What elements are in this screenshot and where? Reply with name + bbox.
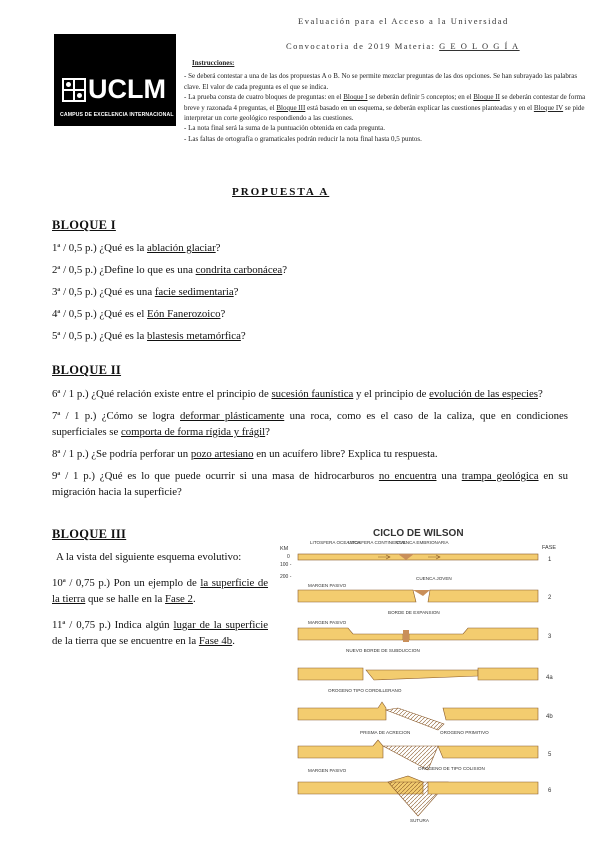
wilson-cycle-diagram: [278, 524, 578, 824]
label-margen-pasivo: MARGEN PASIVO: [308, 583, 347, 588]
instruction-bloque-2-link: Bloque II: [473, 93, 500, 102]
bloque-1-questions: [52, 240, 572, 344]
question-1: 1ª / 0,5 p.) ¿Qué es la ablación glaciar?: [52, 242, 221, 254]
diagram-km-0: 0: [287, 554, 290, 560]
phase-label-4a: 4a: [546, 675, 553, 681]
label-borde-expansion: BORDE DE EXPANSION: [388, 610, 440, 615]
bloque-3-questions: [52, 575, 268, 649]
header-subject-prefix: Convocatoria de 2019 Materia:: [286, 41, 436, 51]
label-sutura: SUTURA: [410, 818, 429, 823]
bloque-2-questions: [52, 386, 568, 500]
phase-label-4b: 4b: [546, 714, 553, 720]
question-8: 8ª / 1 p.) ¿Se podría perforar un pozo artesiano en un acuífero libre? Explica tu respuesta.: [52, 448, 438, 460]
instructions: [184, 58, 588, 144]
diagram-km-200: 200 -: [280, 574, 292, 580]
label-orogeno-cordillerano: OROGENO TIPO CORDILLERANO: [328, 688, 402, 693]
phase-4b-section: [298, 702, 553, 730]
label-margen-pasivo-2: MARGEN PASIVO: [308, 620, 347, 625]
diagram-title: CICLO DE WILSON: [373, 528, 464, 539]
phase-3-section: [298, 628, 552, 642]
instruction-1: - Se deberá contestar a una de las dos propuestas A o B. No se permite mezclar preguntas de las dos opciones. Se han subrayado las palabras clave. El valor de cada pregunta es el que se indica.: [184, 72, 578, 91]
question-5: 5ª / 0,5 p.) ¿Qué es la blastesis metamórfica?: [52, 330, 246, 342]
label-margen-pasivo-3: MARGEN PASIVO: [308, 768, 347, 773]
propuesta-title: PROPUESTA A: [232, 186, 330, 198]
exam-header-title: Evaluación para el Acceso a la Universidad: [298, 16, 509, 26]
phase-label-1: 1: [548, 557, 552, 563]
header-subject-name: G E O L O G Í A: [439, 41, 520, 51]
instruction-bloque-4-link: Bloque IV: [533, 103, 564, 112]
exam-header-subject: [286, 41, 520, 51]
label-nuevo-borde: NUEVO BORDE DE SUBDUCCION: [346, 648, 420, 653]
logo-tagline: CAMPUS DE EXCELENCIA INTERNACIONAL: [60, 112, 174, 118]
label-orogeno-primitivo: OROGENO PRIMITIVO: [440, 730, 489, 735]
phase-label-6: 6: [548, 788, 552, 794]
label-cuenca-joven: CUENCA JOVEN: [416, 576, 452, 581]
phase-label-2: 2: [548, 595, 552, 601]
question-4: 4ª / 0,5 p.) ¿Qué es el Eón Fanerozoico?: [52, 308, 226, 320]
question-3: 3ª / 0,5 p.) ¿Qué es una facie sedimentaria?: [52, 286, 239, 298]
phase-1-section: [298, 554, 552, 563]
question-9: 9ª / 1 p.) ¿Qué es lo que puede ocurrir si una masa de hidrocarburos no encuentra una trampa geológica en su migración hacia la superficie?: [52, 470, 568, 498]
instruction-4: - Las faltas de ortografía o gramaticales podrán reducir la nota final hasta 0,5 puntos.: [184, 134, 422, 143]
label-prisma-acrecion: PRISMA DE ACRECION: [360, 730, 411, 735]
label-orogeno-colision: OROGENO DE TIPO COLISION: [418, 766, 485, 771]
question-10: 10ª / 0,75 p.) Pon un ejemplo de la superficie de la tierra que se halle en la Fase 2.: [52, 577, 269, 605]
instruction-2: - La prueba consta de cuatro bloques de preguntas: en el Bloque I se deberán definir 5 conceptos; en el Bloque II se deberán contestar de forma breve y razonada 4 preguntas, el Bloque III está basado en un esquema, se deberán explicar las cuestiones planteadas y en el Bloque IV se pide interpretar un corte geológico respondiendo a las cuestiones.: [184, 93, 586, 123]
diagram-fase-label: FASE: [542, 545, 557, 551]
instruction-bloque-3-link: Bloque III: [276, 103, 306, 112]
label-litosfera-continental: LITOSFERA CONTINENTAL: [348, 540, 407, 545]
question-11: 11ª / 0,75 p.) Indica algún lugar de la superficie de la tierra que se encuentre en la Fase 4b.: [52, 619, 269, 647]
bloque-3-title: BLOQUE III: [52, 527, 127, 541]
phase-2-section: [298, 590, 552, 602]
question-2: 2ª / 0,5 p.) ¿Define lo que es una condrita carbonácea?: [52, 264, 288, 276]
bloque-3-intro: A la vista del siguiente esquema evolutivo:: [56, 551, 242, 563]
phase-label-5: 5: [548, 752, 552, 758]
bloque-1-title: BLOQUE I: [52, 218, 116, 232]
bloque-2-title: BLOQUE II: [52, 363, 122, 377]
question-6: 6ª / 1 p.) ¿Qué relación existe entre el principio de sucesión faunística y el principio de evolución de las especies?: [52, 388, 543, 400]
diagram-km-label: KM: [280, 546, 289, 552]
uclm-logo: [54, 34, 176, 126]
phase-4a-section: [298, 668, 553, 681]
logo-brand: UCLM: [88, 74, 166, 104]
phase-label-3: 3: [548, 634, 552, 640]
instruction-bloque-1-link: Bloque I: [343, 93, 368, 102]
phase-6-section: [298, 776, 552, 816]
instruction-3: - La nota final será la suma de la puntuación obtenida en cada pregunta.: [184, 124, 385, 133]
label-litosfera-oceanica: LITOSFERA OCEANICA: [310, 540, 361, 545]
crest-icon: [62, 78, 86, 102]
label-cuenca-embrionaria: CUENCA EMBRIONARIA: [396, 540, 449, 545]
question-7: 7ª / 1 p.) ¿Cómo se logra deformar plásticamente una roca, como es el caso de la caliza, que en condiciones superficiales se comporta de forma rígida y frágil?: [52, 410, 568, 438]
diagram-km-100: 100 -: [280, 562, 292, 568]
instructions-title: Instrucciones:: [192, 59, 235, 67]
